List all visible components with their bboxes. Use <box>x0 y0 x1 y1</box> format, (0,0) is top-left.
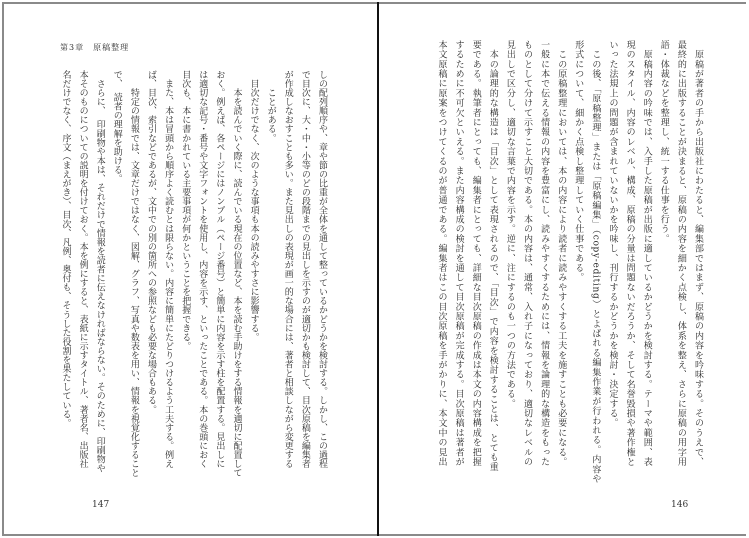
text-column: が作成しなおすことも多い。また見出しの表現が画一的な場合には、著者と相談しながら変更する <box>282 70 293 469</box>
text-column: おく。例えば、各ページにはノンブル（ページ番号）と簡単に内容を示す柱を配置する。見出しに <box>214 70 225 469</box>
running-head: 第3章 原稿整理 <box>60 43 130 52</box>
text-column: は適切な記号・番号や文字フォントを使用し、内容を示す、といったことである。本の巻頭におく <box>197 70 208 469</box>
text-column: 原稿内容の吟味では、入手した原稿が出版に適しているかどうかを検討する。テーマや範囲、表 <box>641 40 652 467</box>
text-column: 本の論理的な構造は「目次」として表現されるので、「目次」で内容を検討することは、とても重 <box>487 40 498 472</box>
text-column: ば、目次、索引などであるが、文中での別の箇所への参照なども必要な場合もある。 <box>146 70 156 414</box>
text-column: いった法規上の問題が含まれていないかを吟味し、刊行するかどうかを検討・決定する。 <box>607 40 618 428</box>
text-column: この後、「原稿整理」または「原稿編集」（copy-editing）とよばれる編集作業が行われる。内容や <box>590 40 601 484</box>
text-column: ものとして分けて示すこと大切である。本の内容は、通常、入れ子になっており、適切なレベルの <box>522 40 532 467</box>
text-column: ことがある。 <box>265 70 276 143</box>
text-column: 本を読んでいく際に、読んでいる現在の位置など、本を読む手助けをする情報を適切に配置して <box>231 70 242 478</box>
text-column: さらに、 印刷物や本は、それだけで情報を読者に伝えなければならない。そのために、印刷物や <box>94 70 105 473</box>
text-column: 語・体裁などを整理し、統一する仕事を行う。 <box>658 40 669 244</box>
text-column: 原稿が著者の手から出版社にわたると、編集部ではまず、原稿の内容を吟味する。そのうえで、 <box>693 40 703 467</box>
text-column: で目次に、大・中・小等のどの段階までの見出しを示すのが適切かも検討して、目次原稿を編集者 <box>299 70 310 469</box>
text-column: 要である。執筆者にとっても、編集者にとっても、詳細な目次原稿の作成は本文の内容構成を把握 <box>470 40 481 467</box>
text-column: 特定の情報では、文章だけではなく、図解、グラフ、写真や数表を用い、情報を視覚化すること <box>128 70 139 478</box>
right-page <box>379 0 749 538</box>
text-column: 目次だけでなく、次のような事項も本の読みやすさに影響する。 <box>248 70 259 342</box>
text-column: 本そのものについての説明を付けておく。本を例にすると、表紙に示すタイトル、著者名、出版社 <box>77 70 88 469</box>
text-column: この原稿整理においては、本の内容により読者に読みやすくする工夫を施すことも必要になる。 <box>556 40 567 467</box>
text-column: 名だけでなく、序文（まえがき）、目次、凡例、奥付も、そうした役割を果たしている。 <box>60 70 71 428</box>
text-column: しの配列順序や、章や節の比重が全体を通して整っているかどうかを検討する。しかし、この過程 <box>317 70 327 469</box>
page-number: 147 <box>92 500 110 510</box>
text-column: 現のスタイル、内容のレベル、構成、原稿の分量は問題ないだろうか、そして名誉毀損や著作権と <box>624 40 635 467</box>
text-column: するために不可欠といえる。また内容構成の検討を通して目次原稿が完成する。目次原稿は著者が <box>453 40 464 467</box>
text-column: で、 読者の理解を助ける。 <box>111 70 122 184</box>
text-column: 一般に本で伝える情報の内容を豊富にし、読みやすくするためには、情報を論理的な構造をもった <box>539 40 550 467</box>
text-column: 本文原稿に原案をつけてくるのが普通である。編集者はこの目次原稿を手がかりに、本文中の見出 <box>436 40 447 467</box>
text-column: また、本は冒頭から順序よく読むとは限らない。内容に簡単にたどりつけるよう工夫する。例え <box>163 70 174 469</box>
text-column: 形式について、細かく点検し整理していく仕事である。 <box>573 40 584 283</box>
text-column: 最終的に出版することが決まると、原稿の内容を細かく点検し、体系を整え、さらに原稿の用字用 <box>675 40 686 467</box>
text-column: 見出しで区分し、適切な言葉で内容を示す。逆に、注にするのも一つの方法である。 <box>504 40 515 409</box>
page-number: 146 <box>671 500 689 510</box>
text-column: 目次も、本に書かれている主要事項が何かということを把握できる。 <box>180 70 191 351</box>
